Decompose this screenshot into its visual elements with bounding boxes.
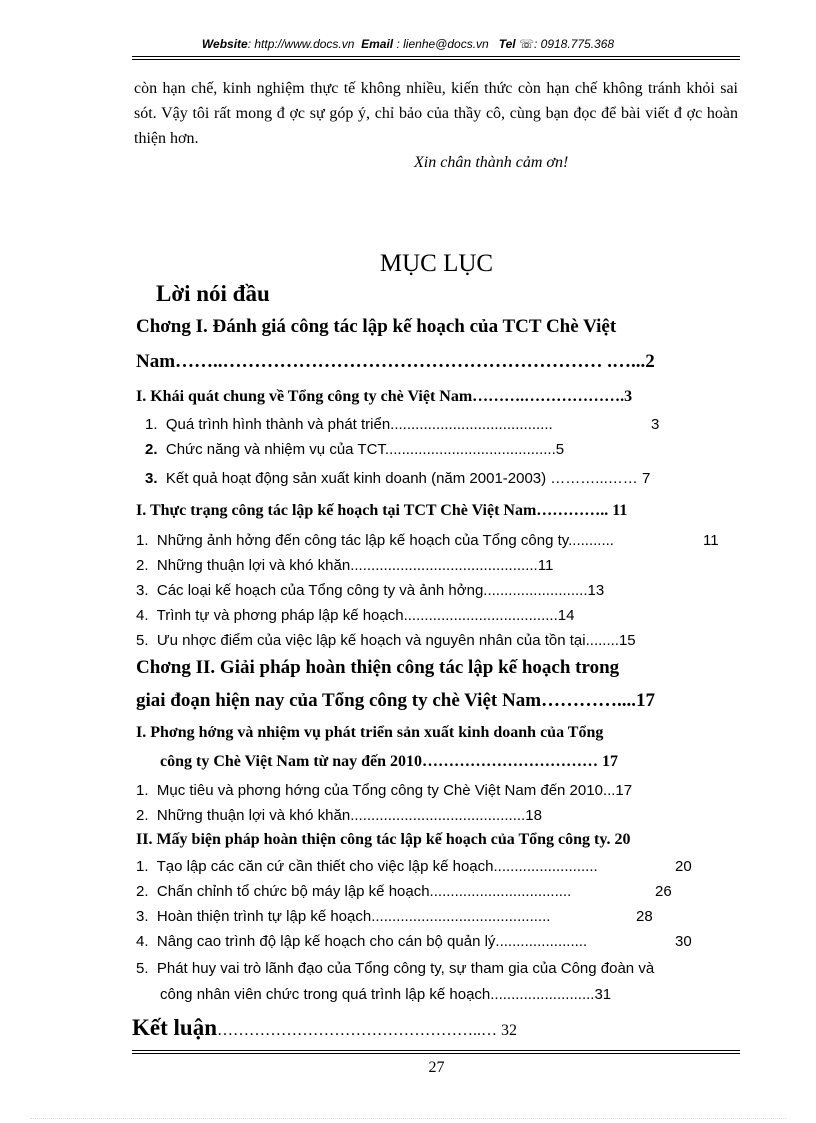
item-number: 5.: [136, 960, 149, 977]
preface-heading: Lời nói đầu: [156, 281, 270, 306]
item-page: 3: [651, 416, 660, 433]
item-text: Chấn chỉnh tổ chức bộ máy lập kế hoạch..................................: [156, 883, 572, 900]
item-text: Những ảnh hởng đến công tác lập kế hoạch của Tổng công ty...........: [156, 532, 614, 549]
header-rule-2: [132, 59, 740, 60]
section-1-heading: I. Khái quát chung về Tổng công ty chè Việt Nam……….……………….3: [136, 388, 633, 405]
section-3-heading-cont: công ty Chè Việt Nam từ nay đến 2010…………………………… 17: [160, 753, 619, 770]
header-rule: [132, 56, 740, 57]
item-text: Hoàn thiện trình tự lập kế hoạch...........................................: [156, 908, 551, 925]
conclusion-heading: Kết luận: [132, 1015, 217, 1040]
item-text: Tạo lập các căn cứ cần thiết cho việc lập kế hoạch.........................: [156, 858, 598, 875]
item-text: Trình tự và phơng pháp lập kế hoạch.....................................14: [156, 607, 575, 624]
toc-title: MỤC LỤC: [379, 250, 494, 277]
toc-item: [136, 582, 604, 599]
item-text: Mục tiêu và phơng hớng của Tổng công ty Chè Việt Nam đến 2010...17: [156, 782, 633, 799]
item-number: 3.: [136, 908, 149, 925]
toc-item: [136, 807, 542, 824]
section-3-heading: I. Phơng hớng và nhiệm vụ phát triển sản xuất kinh doanh của Tổng: [136, 724, 604, 741]
toc-item: [136, 532, 614, 549]
item-number: 5.: [136, 632, 149, 649]
email-label: Email: [361, 37, 394, 51]
item-number: 1.: [136, 782, 149, 799]
email-value: : lienhe@docs.vn: [396, 37, 489, 51]
item-text: Quá trình hình thành và phát triển.......................................: [165, 416, 553, 433]
toc-item: [136, 933, 587, 950]
item-text: Các loại kế hoạch của Tổng công ty và ảnh hởng.........................13: [156, 582, 605, 599]
toc-item: [136, 858, 598, 875]
chapter-2-title-cont: giai đoạn hiện nay của Tổng công ty chè Việt Nam…………....17: [136, 690, 656, 711]
page-header: [0, 37, 816, 51]
item-page: 11: [703, 532, 719, 549]
conclusion-row: [132, 1015, 517, 1041]
toc-item: [145, 441, 564, 458]
item-page: 30: [675, 933, 692, 950]
toc-item: [136, 607, 574, 624]
section-2-heading: I. Thực trạng công tác lập kế hoạch tại TCT Chè Việt Nam………….. 11: [136, 502, 628, 519]
item-page: 20: [675, 858, 692, 875]
toc-item-cont: công nhân viên chức trong quá trình lập kế hoạch.........................31: [160, 986, 612, 1003]
item-text: Ưu nhợc điểm của việc lập kế hoạch và nguyên nhân của tồn tại........15: [156, 632, 636, 649]
tel-value: : 0918.775.368: [533, 37, 615, 51]
item-text: Chức năng và nhiệm vụ của TCT.........................................5: [165, 441, 565, 458]
item-number: 2.: [136, 557, 149, 574]
website-value: : http://www.docs.vn: [247, 37, 355, 51]
thanks-line: Xin chân thành cảm ơn!: [414, 154, 569, 171]
toc-item: [136, 960, 654, 977]
page-number: 27: [428, 1059, 445, 1076]
footer-rule-2: [132, 1053, 740, 1054]
chapter-1-title: Chơng I. Đánh giá công tác lập kế hoạch của TCT Chè Việt: [136, 316, 617, 337]
item-text: Những thuận lợi và khó khăn.............................................11: [156, 557, 554, 574]
item-number: 1.: [136, 532, 149, 549]
toc-item: [136, 908, 550, 925]
item-text: Phát huy vai trò lãnh đạo của Tổng công ty, sự tham gia của Công đoàn và: [156, 960, 655, 977]
item-number: 1.: [145, 416, 158, 433]
item-number: 3.: [136, 582, 149, 599]
conclusion-page: 32: [500, 1022, 517, 1039]
chapter-1-title-cont: Nam……..…………………………………………………… .…...2: [136, 351, 655, 372]
website-label: Website: [201, 37, 248, 51]
phone-icon: ☏: [518, 37, 534, 51]
item-number: 4.: [136, 607, 149, 624]
toc-item: [136, 632, 636, 649]
item-number: 2.: [145, 441, 158, 458]
section-4-heading: II. Mấy biện pháp hoàn thiện công tác lập kế hoạch của Tổng công ty. 20: [136, 831, 631, 848]
item-page: 28: [636, 908, 653, 925]
item-number: 1.: [136, 858, 149, 875]
toc-item: [136, 557, 553, 574]
footer-rule: [132, 1050, 740, 1051]
toc-item: [136, 782, 632, 799]
item-number: 2.: [136, 807, 149, 824]
toc-item: [145, 416, 553, 433]
tel-label: Tel: [498, 37, 516, 51]
item-text: Kết quả hoạt động sản xuất kinh doanh (năm 2001-2003) ………...…… 7: [165, 470, 651, 487]
chapter-2-title: Chơng II. Giải pháp hoàn thiện công tác lập kế hoạch trong: [136, 657, 620, 678]
toc-item: [136, 883, 571, 900]
toc-item: [145, 470, 650, 487]
item-text: Những thuận lợi và khó khăn..........................................18: [156, 807, 542, 824]
intro-paragraph: còn hạn chế, kinh nghiệm thực tế không nhiều, kiến thức còn hạn chế không tránh khỏi sai sót. Vậy tôi rất mong đ ợc sự góp ý, chỉ bảo của thầy cô, cùng bạn đọc để bài viết đ ợc hoàn thiện hơn.: [134, 80, 738, 147]
item-page: 26: [655, 883, 672, 900]
item-text: Nâng cao trình độ lập kế hoạch cho cán bộ quản lý......................: [156, 933, 588, 950]
item-number: 2.: [136, 883, 149, 900]
item-number: 3.: [145, 470, 158, 487]
item-number: 4.: [136, 933, 149, 950]
page-bottom-dotted-rule: [30, 1118, 786, 1119]
conclusion-dots: …………………………………………..…: [216, 1022, 497, 1039]
